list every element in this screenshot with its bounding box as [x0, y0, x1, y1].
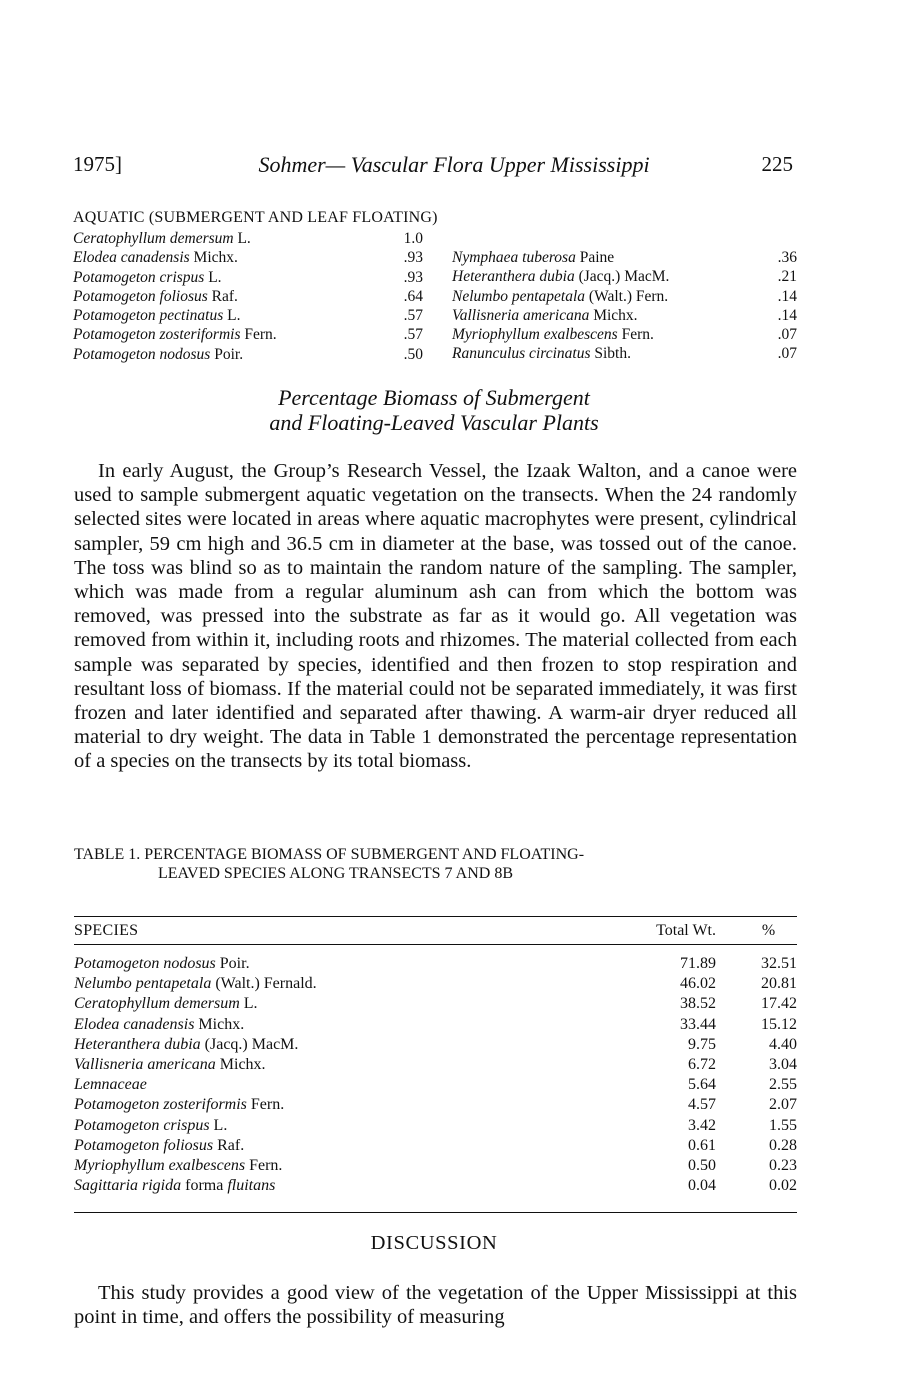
- discussion-paragraph: This study provides a good view of the vegetation of the Upper Mississippi at this point in time, and offers the possibility of measuring: [74, 1282, 797, 1329]
- table-row: [74, 1176, 797, 1196]
- body-paragraph: In early August, the Group’s Research Vessel, the Izaak Walton, and a canoe were used to sample submergent aquatic vegetation on the transects. When the 24 randomly selected sites were located in areas where aquatic macrophytes were present, cylindrical sampler, 59 cm high and 36.5 cm in diameter at the base, was tossed out of the canoe. The toss was blind so as to maintain the random nature of the sampling. The sampler, which was made from a regular aluminum ash can from which the bottom was removed, was pressed into the substrate as far as it would go. All vegetation was removed from within it, including roots and rhizomes. The material collected from each sample was separated by species, identified and then frozen to stop respiration and resultant loss of biomass. If the material could not be separated immediately, it was first frozen and later identified and separated after thawing. A warm-air dryer reduced all material to dry weight. The data in Table 1 demonstrated the percentage representation of a species on the transects by its total biomass.: [74, 460, 797, 773]
- table-cell-percent: 4.40: [769, 1035, 797, 1053]
- table-row: [74, 1035, 797, 1055]
- species-name: Myriophyllum exalbescens Fern.: [452, 326, 654, 344]
- running-title: Sohmer— Vascular Flora Upper Mississippi: [258, 152, 650, 177]
- table-cell-total-wt: 3.42: [688, 1116, 716, 1134]
- species-name: Nelumbo pentapetala (Walt.) Fern.: [452, 287, 669, 305]
- species-value: .50: [403, 345, 423, 363]
- table-cell-species: Potamogeton nodosus Poir.: [74, 955, 250, 972]
- table-cell-species: Ceratophyllum demersum L.: [74, 995, 258, 1013]
- species-name: Vallisneria americana Michx.: [452, 306, 638, 324]
- species-name: Potamogeton crispus L.: [73, 268, 222, 286]
- table-cell-total-wt: 5.64: [688, 1076, 716, 1094]
- table-header-species: SPECIES: [74, 922, 139, 939]
- species-name: Potamogeton nodosus Poir.: [73, 345, 244, 363]
- table-cell-species: Nelumbo pentapetala (Walt.) Fernald.: [74, 975, 317, 993]
- aquatic-item: [73, 248, 423, 267]
- table-row: [74, 994, 797, 1014]
- species-value: .14: [777, 306, 797, 324]
- species-value: .07: [777, 326, 797, 344]
- table-cell-total-wt: 71.89: [680, 955, 716, 972]
- aquatic-item: [73, 345, 423, 364]
- table-cell-species: Potamogeton foliosus Raf.: [74, 1136, 245, 1154]
- table-cell-percent: 32.51: [761, 955, 797, 972]
- aquatic-item: [73, 287, 423, 306]
- table-row: [74, 1116, 797, 1136]
- discussion-text: [74, 1281, 797, 1329]
- table-cell-percent: 0.28: [769, 1136, 797, 1154]
- table-cell-species: Heteranthera dubia (Jacq.) MacM.: [74, 1035, 299, 1053]
- table-cell-total-wt: 4.57: [688, 1096, 716, 1114]
- aquatic-list-right: [452, 248, 797, 364]
- table-cell-percent: 17.42: [761, 995, 797, 1013]
- species-value: .21: [777, 268, 797, 286]
- aquatic-item: [73, 268, 423, 287]
- table-cell-species: Vallisneria americana Michx.: [74, 1055, 266, 1073]
- aquatic-heading: AQUATIC (SUBMERGENT AND LEAF FLOATING): [73, 209, 438, 226]
- species-name: Ranunculus circinatus Sibth.: [452, 345, 631, 363]
- table-bottom-rule: [74, 1212, 797, 1213]
- table-caption-line-1: TABLE 1. PERCENTAGE BIOMASS OF SUBMERGENT AND FLOATING-: [74, 846, 585, 863]
- table-cell-total-wt: 0.04: [688, 1177, 716, 1195]
- species-value: .64: [403, 287, 423, 305]
- table-header-total-wt: Total Wt.: [656, 922, 716, 939]
- table-cell-percent: 20.81: [761, 975, 797, 993]
- aquatic-item: [73, 229, 423, 248]
- page-number: 225: [761, 152, 793, 176]
- aquatic-item: [73, 325, 423, 344]
- table-cell-total-wt: 6.72: [688, 1055, 716, 1073]
- aquatic-item: [452, 306, 797, 325]
- species-value: .93: [403, 249, 423, 267]
- table-cell-total-wt: 33.44: [680, 1015, 716, 1033]
- table-header-percent: %: [761, 922, 776, 939]
- species-value: .57: [403, 326, 423, 344]
- body-text: [74, 459, 797, 774]
- caption-line-2: and Floating-Leaved Vascular Plants: [269, 410, 599, 435]
- aquatic-list-left: [73, 229, 423, 364]
- aquatic-item: [452, 344, 797, 363]
- table-cell-percent: 1.55: [769, 1116, 797, 1134]
- aquatic-item: [452, 267, 797, 286]
- species-value: .57: [403, 307, 423, 325]
- table-cell-total-wt: 46.02: [680, 975, 716, 993]
- table-cell-species: Sagittaria rigida forma fluitans: [74, 1177, 276, 1195]
- species-value: .36: [777, 249, 797, 266]
- table-cell-percent: 0.23: [769, 1156, 797, 1174]
- table-cell-species: Elodea canadensis Michx.: [74, 1015, 245, 1033]
- species-name: Potamogeton zosteriformis Fern.: [73, 326, 277, 344]
- table-row: [74, 1095, 797, 1115]
- species-name: Elodea canadensis Michx.: [73, 249, 238, 267]
- table-caption-line-2: LEAVED SPECIES ALONG TRANSECTS 7 AND 8B: [158, 865, 514, 882]
- table-cell-species: Myriophyllum exalbescens Fern.: [74, 1156, 283, 1174]
- table-cell-species: Lemnaceae: [74, 1076, 147, 1094]
- table-row: [74, 1055, 797, 1075]
- table-row: [74, 1075, 797, 1095]
- species-value: .93: [403, 268, 423, 286]
- table-row: [74, 1015, 797, 1035]
- table-body: [74, 954, 797, 1196]
- table-cell-percent: 15.12: [761, 1015, 797, 1033]
- table-cell-percent: 2.55: [769, 1076, 797, 1094]
- species-value: .07: [777, 345, 797, 363]
- table-cell-total-wt: 38.52: [680, 995, 716, 1013]
- figure-caption: [0, 385, 868, 435]
- discussion-heading: DISCUSSION: [370, 1232, 498, 1254]
- table-row: [74, 1136, 797, 1156]
- table-cell-total-wt: 0.61: [688, 1136, 716, 1154]
- aquatic-item: [73, 306, 423, 325]
- table-caption: [74, 845, 774, 883]
- species-name: Potamogeton foliosus Raf.: [73, 287, 238, 305]
- aquatic-item: [452, 248, 797, 267]
- header-year: 1975]: [73, 152, 122, 176]
- species-name: Heteranthera dubia (Jacq.) MacM.: [452, 268, 670, 286]
- species-name: Nymphaea tuberosa Paine: [452, 249, 615, 266]
- aquatic-item: [452, 287, 797, 306]
- table-cell-species: Potamogeton crispus L.: [74, 1116, 228, 1134]
- species-name: Potamogeton pectinatus L.: [73, 307, 241, 325]
- table-cell-species: Potamogeton zosteriformis Fern.: [74, 1096, 285, 1114]
- table-header-rule: [74, 944, 797, 945]
- table-cell-percent: 2.07: [769, 1096, 797, 1114]
- table-top-rule: [74, 916, 797, 917]
- species-value: 1.0: [403, 230, 423, 247]
- table-cell-percent: 3.04: [769, 1055, 797, 1073]
- aquatic-item: [452, 325, 797, 344]
- table-row: [74, 974, 797, 994]
- table-cell-total-wt: 9.75: [688, 1035, 716, 1053]
- table-row: [74, 1156, 797, 1176]
- table-cell-total-wt: 0.50: [688, 1156, 716, 1174]
- table-cell-percent: 0.02: [769, 1177, 797, 1195]
- species-name: Ceratophyllum demersum L.: [73, 230, 251, 247]
- species-value: .14: [777, 287, 797, 305]
- table-row: [74, 954, 797, 974]
- caption-line-1: Percentage Biomass of Submergent: [278, 385, 590, 410]
